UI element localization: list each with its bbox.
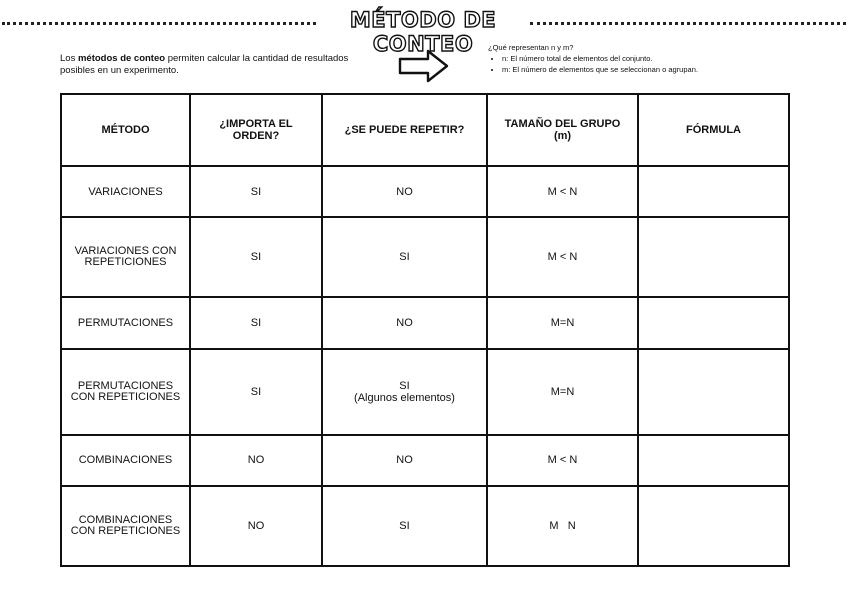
size-cell: M < N [487, 435, 638, 486]
formula-cell [638, 435, 789, 486]
question-box [488, 42, 808, 75]
formula-cell [638, 166, 789, 217]
header-method: MÉTODO [61, 94, 190, 166]
repeat-cell: NO [322, 297, 487, 348]
order-cell: SI [190, 217, 322, 297]
header-size: TAMAÑO DEL GRUPO (m) [487, 94, 638, 166]
intro-bold: métodos de conteo [77, 53, 166, 64]
table-row [61, 217, 789, 297]
list-item: • n: El número total de elementos del conjunto. [502, 53, 808, 64]
size-cell: M N [487, 486, 638, 566]
order-cell: SI [190, 349, 322, 435]
method-cell: PERMUTACIONES [61, 297, 190, 348]
counting-methods-table [60, 93, 790, 567]
list-item: • m: El número de elementos que se seleccionan o agrupan. [502, 64, 808, 75]
page-title: MÉTODO DE CONTEO [349, 8, 497, 56]
dotted-divider-left [2, 22, 316, 25]
formula-cell [638, 349, 789, 435]
header-order: ¿IMPORTA EL ORDEN? [190, 94, 322, 166]
intro-text [60, 53, 360, 77]
formula-cell [638, 217, 789, 297]
repeat-cell: SI [322, 217, 487, 297]
arrow-right-icon [398, 48, 450, 84]
size-cell: M=N [487, 297, 638, 348]
order-cell: SI [190, 166, 322, 217]
question-list [488, 53, 808, 75]
method-cell: COMBINACIONES CON REPETICIONES [61, 486, 190, 566]
repeat-cell: NO [322, 435, 487, 486]
size-cell: M < N [487, 217, 638, 297]
order-cell: NO [190, 486, 322, 566]
table-row [61, 349, 789, 435]
header-formula: FÓRMULA [638, 94, 789, 166]
question-heading: ¿Qué representan n y m? [488, 43, 574, 52]
repeat-cell: NO [322, 166, 487, 217]
method-cell: COMBINACIONES [61, 435, 190, 486]
order-cell: NO [190, 435, 322, 486]
formula-cell [638, 297, 789, 348]
intro-prefix: Los [60, 53, 78, 64]
method-cell: VARIACIONES [61, 166, 190, 217]
size-cell: M < N [487, 166, 638, 217]
table-row [61, 486, 789, 566]
size-cell: M=N [487, 349, 638, 435]
header-repeat: ¿SE PUEDE REPETIR? [322, 94, 487, 166]
method-cell: PERMUTACIONES CON REPETICIONES [61, 349, 190, 435]
table-row [61, 166, 789, 217]
table-header-row [61, 94, 789, 166]
table-row [61, 435, 789, 486]
dotted-divider-right [530, 22, 846, 25]
intro-suffix: permiten calcular la cantidad de resultados posibles en un experimento. [60, 53, 349, 76]
order-cell: SI [190, 297, 322, 348]
table-row [61, 297, 789, 348]
method-cell: VARIACIONES CON REPETICIONES [61, 217, 190, 297]
repeat-cell: SI (Algunos elementos) [322, 349, 487, 435]
formula-cell [638, 486, 789, 566]
repeat-cell: SI [322, 486, 487, 566]
